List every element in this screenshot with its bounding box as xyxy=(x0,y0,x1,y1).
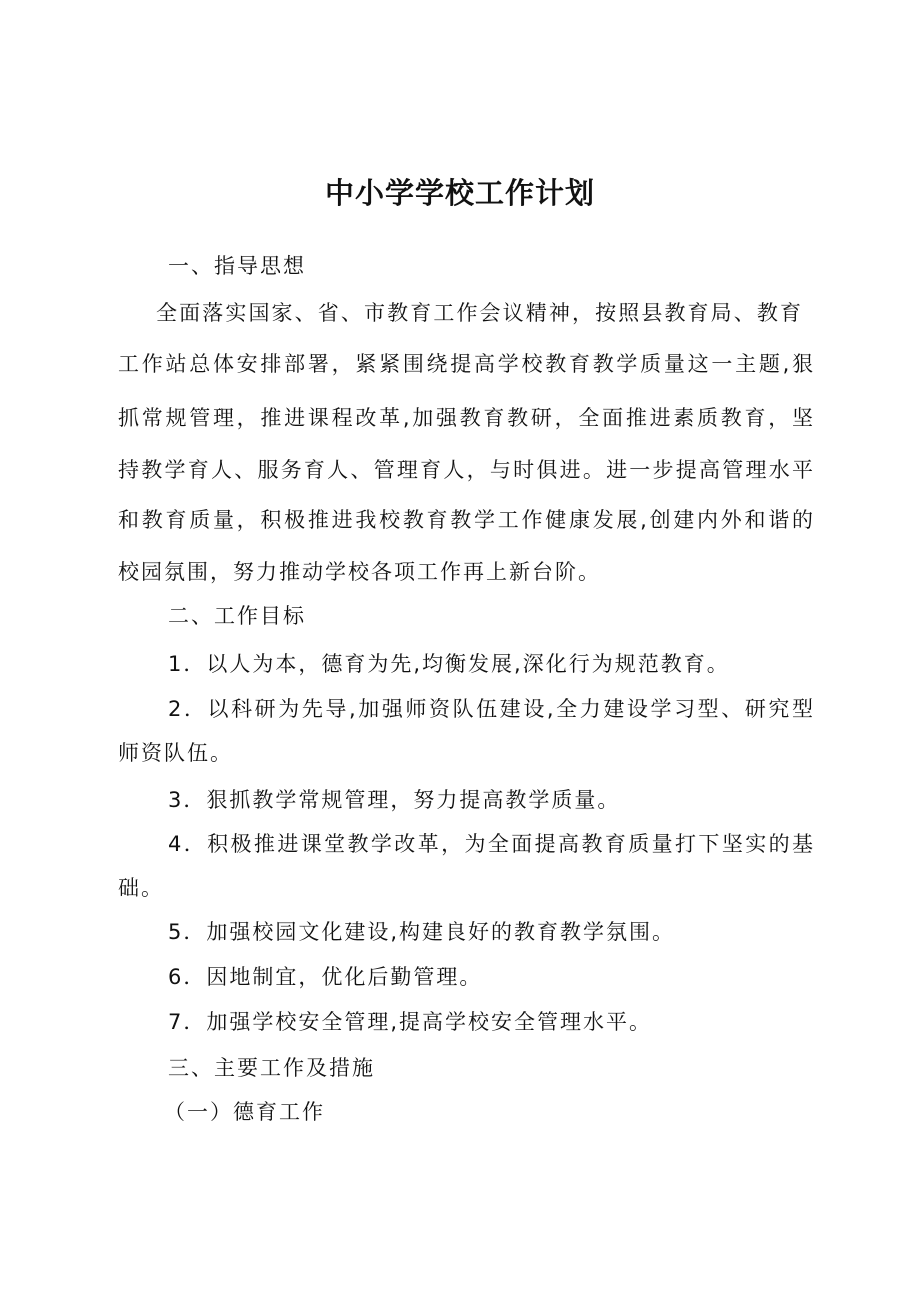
goal-item: 7．加强学校安全管理,提高学校安全管理水平。 xyxy=(168,1010,653,1034)
section-heading-guiding-ideology: 一、指导思想 xyxy=(168,254,306,278)
goal-item: 1．以人为本，德育为先,均衡发展,深化行为规范教育。 xyxy=(168,652,730,676)
paragraph-line: 持教学育人、服务育人、管理育人，与时俱进。进一步提高管理水平 xyxy=(118,458,813,482)
goal-item: 6．因地制宜，优化后勤管理。 xyxy=(168,965,483,989)
paragraph-line: 全面落实国家、省、市教育工作会议精神，按照县教育局、教育 xyxy=(156,301,801,325)
goal-item: 4．积极推进课堂教学改革，为全面提高教育质量打下坚实的基 xyxy=(168,832,813,856)
section-heading-work-goals: 二、工作目标 xyxy=(168,604,306,628)
paragraph-line: 工作站总体安排部署，紧紧围绕提高学校教育教学质量这一主题,狠 xyxy=(118,352,813,376)
goal-item-continued: 础。 xyxy=(118,876,164,900)
goal-item: 3．狠抓教学常规管理，努力提高教学质量。 xyxy=(168,788,621,812)
subsection-heading-moral-education: （一）德育工作 xyxy=(164,1100,325,1124)
paragraph-line: 抓常规管理，推进课程改革,加强教育教研，全面推进素质教育，坚 xyxy=(118,406,813,430)
document-title: 中小学学校工作计划 xyxy=(324,176,595,210)
section-heading-main-work: 三、主要工作及措施 xyxy=(168,1056,375,1080)
goal-item: 2．以科研为先导,加强师资队伍建设,全力建设学习型、研究型 xyxy=(168,697,813,721)
goal-item: 5．加强校园文化建设,构建良好的教育教学氛围。 xyxy=(168,920,676,944)
paragraph-line: 校园氛围，努力推动学校各项工作再上新台阶。 xyxy=(118,560,601,584)
paragraph-line: 和教育质量，积极推进我校教育教学工作健康发展,创建内外和谐的 xyxy=(118,508,813,532)
goal-item-continued: 师资队伍。 xyxy=(118,741,233,765)
